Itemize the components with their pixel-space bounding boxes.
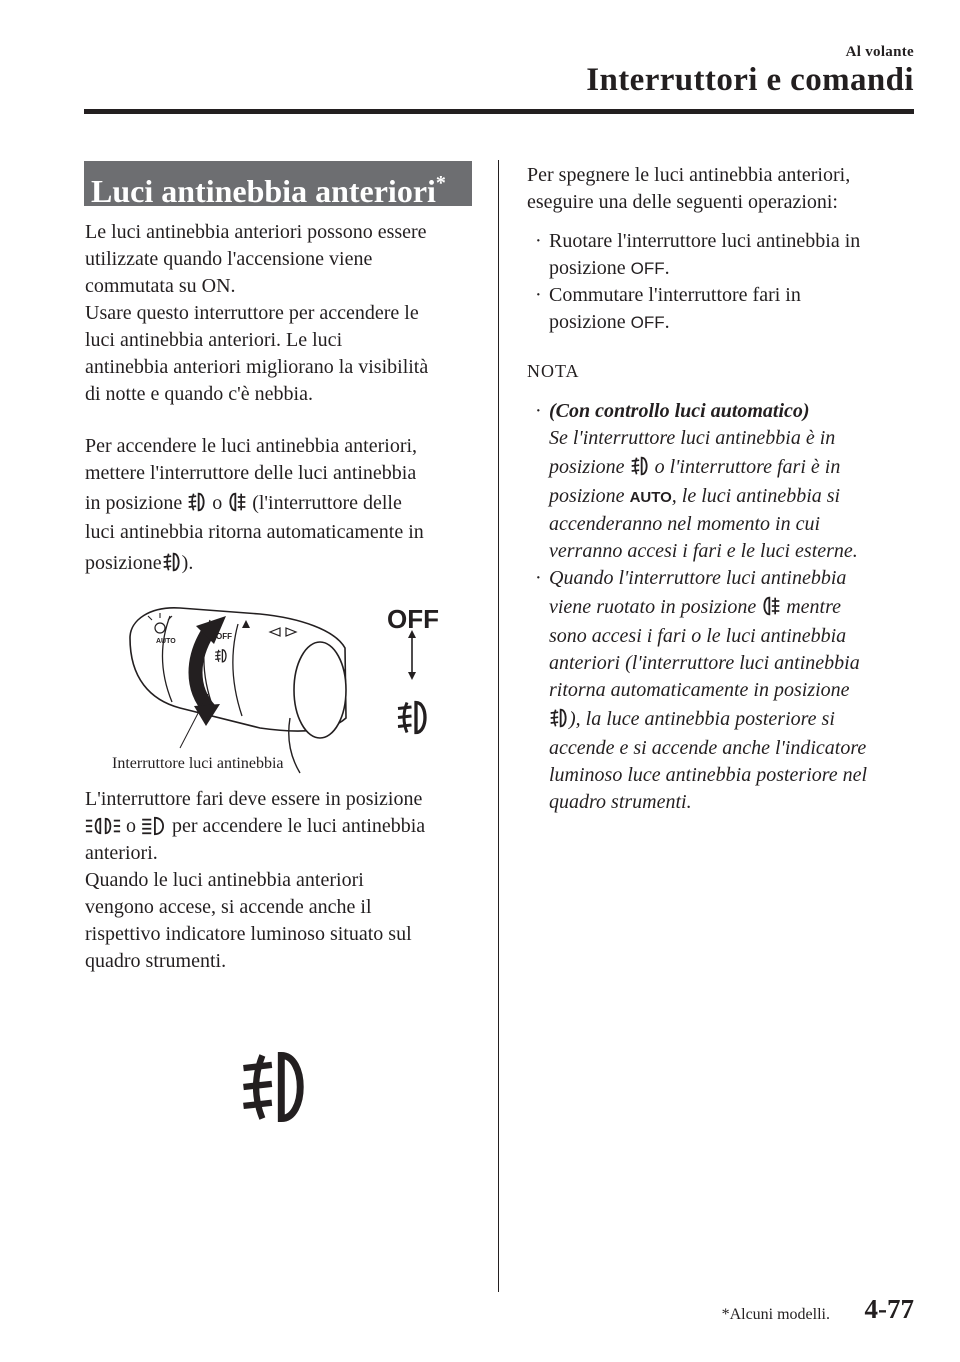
intro-paragraph	[85, 219, 480, 408]
text-span: per accendere le luci antinebbia	[172, 815, 426, 837]
text-span: o l'interruttore fari è in	[654, 456, 841, 478]
text-line: utilizzate quando l'accensione viene	[85, 248, 373, 270]
off-label: OFF	[387, 604, 439, 634]
text-line: commutata su ON.	[85, 275, 236, 297]
text-line	[549, 255, 922, 282]
text-line	[549, 704, 922, 735]
text-line: luci antinebbia ritorna automaticamente in	[85, 521, 424, 543]
lever-auto-label: AUTO	[156, 638, 176, 645]
text-line: eseguire una delle seguenti operazioni:	[527, 191, 838, 213]
text-line: Per accendere le luci antinebbia anteriori,	[85, 435, 418, 457]
section-label: Al volante	[845, 44, 914, 60]
bullet-dot: ·	[535, 230, 542, 252]
front-fog-light-icon	[187, 491, 207, 513]
rear-fog-light-icon	[761, 595, 781, 617]
figure-caption: Interruttore luci antinebbia	[112, 755, 284, 772]
text-line: mettere l'interruttore delle luci antinebbia	[85, 462, 417, 484]
text-span: o	[212, 492, 223, 514]
text-line: rispettivo indicatore luminoso situato sul	[85, 923, 412, 945]
text-line	[85, 487, 480, 519]
text-span: .	[664, 311, 670, 333]
parking-light-icon	[85, 816, 121, 836]
text-line: accenderanno nel momento in cui	[549, 513, 821, 535]
text-span: posizione	[549, 456, 625, 478]
text-line: luci antinebbia anteriori. Le luci	[85, 329, 343, 351]
text-line: luminoso luce antinebbia posteriore nel	[549, 764, 868, 786]
list-item	[527, 228, 922, 282]
text-line: di notte e quando c'è nebbia.	[85, 383, 313, 405]
off-position-label: OFF	[630, 313, 665, 332]
text-line: Quando le luci antinebbia anteriori	[85, 869, 364, 891]
text-span: (l'interruttore delle	[252, 492, 402, 514]
text-span: posizione	[549, 257, 626, 279]
turn-off-paragraph	[527, 162, 922, 216]
auto-position-label: AUTO	[629, 489, 672, 506]
text-span: posizione	[85, 552, 162, 574]
text-line	[549, 309, 922, 336]
text-line: Ruotare l'interruttore luci antinebbia in	[549, 230, 861, 252]
text-line: L'interruttore fari deve essere in posizione	[85, 788, 423, 810]
chapter-title: Interruttori e comandi	[586, 62, 914, 98]
headlight-requirement-paragraph	[85, 786, 480, 975]
text-span: in posizione	[85, 492, 183, 514]
text-span: viene ruotato in posizione	[549, 596, 757, 618]
text-line: sono accesi i fari o le luci antinebbia	[549, 625, 847, 647]
text-line: Commutare l'interruttore fari in	[549, 284, 801, 306]
text-line: Le luci antinebbia anteriori possono essere	[85, 221, 427, 243]
headlight-icon	[141, 816, 167, 836]
text-line: quadro strumenti.	[85, 950, 227, 972]
text-line	[85, 546, 480, 580]
text-span: ).	[181, 552, 194, 574]
text-line	[85, 813, 480, 840]
turn-off-list	[527, 228, 922, 336]
off-position-label: OFF	[630, 259, 665, 278]
bullet-dot: ·	[535, 567, 542, 589]
text-line: anteriori (l'interruttore luci antinebbia	[549, 652, 860, 674]
text-span: posizione	[549, 485, 625, 507]
text-line: antinebbia anteriori migliorano la visibilità	[85, 356, 429, 378]
text-line: Se l'interruttore luci antinebbia è in	[549, 427, 836, 449]
text-span: posizione	[549, 311, 626, 333]
section-title-text: Luci antinebbia anteriori	[91, 173, 436, 209]
text-span: .	[664, 257, 670, 279]
bullet-dot: ·	[535, 284, 542, 306]
text-line: verranno accesi i fari e le luci esterne.	[549, 540, 858, 562]
note-item	[527, 398, 922, 565]
text-line: Quando l'interruttore luci antinebbia	[549, 567, 847, 589]
text-span: mentre	[786, 596, 841, 618]
text-line: anteriori.	[85, 842, 158, 864]
text-line: quadro strumenti.	[549, 791, 692, 813]
front-fog-light-icon	[630, 455, 650, 477]
fog-switch-figure	[110, 598, 450, 778]
column-divider	[498, 160, 499, 1292]
asterisk-marker: *	[435, 172, 446, 194]
text-line	[549, 452, 922, 483]
text-line: accende e si accende anche l'indicatore	[549, 737, 867, 759]
note-list	[527, 398, 922, 816]
text-line: ritorna automaticamente in posizione	[549, 679, 850, 701]
activation-paragraph	[85, 433, 480, 580]
section-title	[84, 161, 472, 209]
note-item	[527, 565, 922, 816]
front-fog-indicator-icon	[236, 1046, 314, 1133]
list-item	[527, 282, 922, 336]
bullet-dot: ·	[535, 400, 542, 422]
front-fog-light-icon	[549, 707, 569, 729]
front-fog-light-icon	[162, 551, 182, 573]
text-line: vengono accese, si accende anche il	[85, 896, 372, 918]
text-line	[549, 483, 922, 511]
text-span: o	[126, 815, 136, 837]
text-span: , le luci antinebbia si	[671, 485, 841, 507]
footnote: *Alcuni modelli.	[721, 1306, 830, 1323]
lever-off-label: OFF	[216, 632, 232, 641]
text-span: ), la luce antinebbia posteriore si	[569, 708, 835, 730]
page-number: 4-77	[864, 1294, 914, 1324]
text-line: Usare questo interruttore per accendere le	[85, 302, 419, 324]
note-subheading: (Con controllo luci automatico)	[549, 400, 810, 422]
note-heading: NOTA	[527, 361, 580, 381]
rear-fog-light-icon	[227, 491, 247, 513]
text-line: Per spegnere le luci antinebbia anteriori,	[527, 164, 851, 186]
header-rule	[84, 109, 914, 114]
text-line	[549, 592, 922, 623]
